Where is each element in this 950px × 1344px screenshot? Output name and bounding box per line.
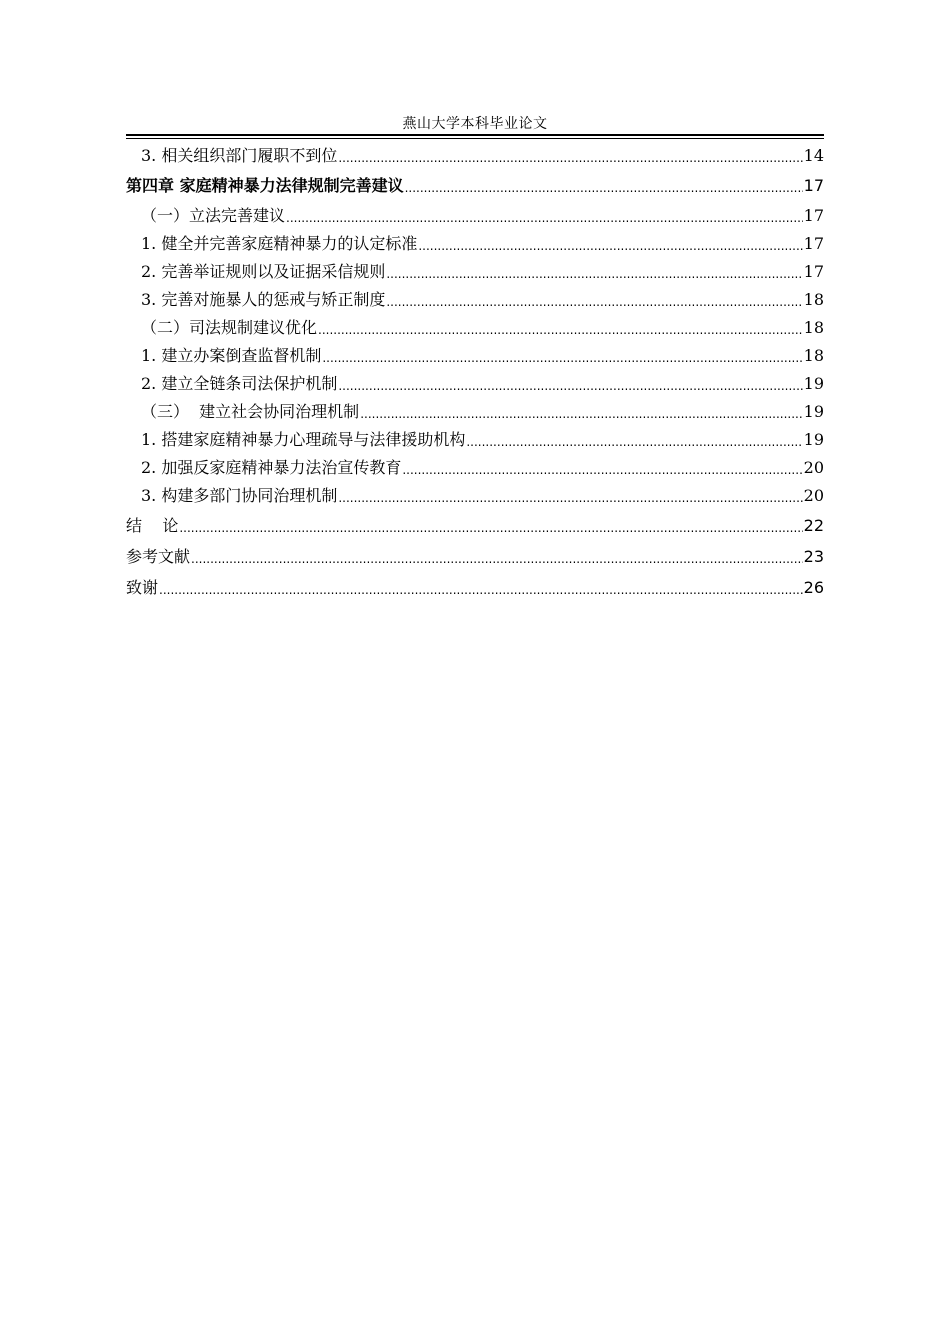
toc-dot-leader — [159, 578, 803, 598]
toc-entry[interactable] — [126, 226, 824, 254]
toc-dot-leader — [386, 262, 802, 282]
toc-dot-leader — [405, 176, 803, 196]
toc-entry[interactable] — [126, 138, 824, 166]
toc-entry-page: 20 — [803, 458, 824, 477]
toc-entry-page: 20 — [803, 486, 824, 505]
toc-dot-leader — [338, 146, 802, 166]
toc-entry-page: 19 — [803, 430, 824, 449]
toc-dot-leader — [286, 206, 803, 226]
toc-entry[interactable] — [126, 508, 824, 536]
running-header: 燕山大学本科毕业论文 — [402, 116, 548, 132]
toc-entry-page: 17 — [803, 262, 824, 281]
toc-entry-page: 18 — [803, 290, 824, 309]
header-rule-thick — [126, 134, 824, 136]
toc-entry-title: 3. 相关组织部门履职不到位 — [141, 146, 338, 165]
toc-entry[interactable] — [126, 366, 824, 394]
toc-dot-leader — [386, 290, 802, 310]
toc-entry-title: 3. 完善对施暴人的惩戒与矫正制度 — [141, 290, 386, 309]
toc-dot-leader — [318, 318, 803, 338]
toc-entry[interactable] — [126, 570, 824, 598]
toc-entry-page: 26 — [803, 578, 824, 597]
toc-dot-leader — [402, 458, 802, 478]
toc-entry[interactable] — [126, 478, 824, 506]
toc-dot-leader — [360, 402, 802, 422]
toc-entry-title: 参考文献 — [126, 547, 191, 566]
toc-entry-title: 1. 搭建家庭精神暴力心理疏导与法律援助机构 — [141, 430, 466, 449]
toc-dot-leader — [191, 547, 803, 567]
toc-dot-leader — [179, 516, 802, 536]
toc-dot-leader — [418, 234, 802, 254]
toc-entry-page: 17 — [803, 206, 824, 225]
toc-entry-page: 22 — [803, 516, 824, 535]
toc-entry-page: 18 — [803, 318, 824, 337]
toc-entry[interactable] — [126, 254, 824, 282]
toc-entry-title: 2. 完善举证规则以及证据采信规则 — [141, 262, 386, 281]
toc-entry[interactable] — [126, 310, 824, 338]
toc-entry-title: （三） 建立社会协同治理机制 — [141, 402, 360, 421]
toc-entry-title: 第四章 家庭精神暴力法律规制完善建议 — [126, 176, 404, 195]
toc-entry[interactable] — [126, 168, 824, 196]
toc-entry[interactable] — [126, 394, 824, 422]
toc-dot-leader — [338, 486, 802, 506]
toc-entry-page: 19 — [803, 374, 824, 393]
toc-dot-leader — [466, 430, 802, 450]
toc-entry-title: 2. 加强反家庭精神暴力法治宣传教育 — [141, 458, 402, 477]
toc-entry-title: 1. 建立办案倒查监督机制 — [141, 346, 322, 365]
toc-entry-page: 19 — [803, 402, 824, 421]
toc-entry[interactable] — [126, 338, 824, 366]
toc-entry-title: 3. 构建多部门协同治理机制 — [141, 486, 338, 505]
toc-entry[interactable] — [126, 422, 824, 450]
toc-entry-title: 结 论 — [126, 516, 179, 535]
toc-entry[interactable] — [126, 539, 824, 567]
toc-entry[interactable] — [126, 282, 824, 310]
toc-entry-title: 1. 健全并完善家庭精神暴力的认定标准 — [141, 234, 418, 253]
toc-entry[interactable] — [126, 198, 824, 226]
toc-entry-title: 2. 建立全链条司法保护机制 — [141, 374, 338, 393]
toc-entry-page: 17 — [803, 234, 824, 253]
toc-dot-leader — [322, 346, 802, 366]
toc-entry-title: （二）司法规制建议优化 — [141, 318, 318, 337]
toc-entry-title: 致谢 — [126, 578, 159, 597]
toc-entry-page: 17 — [803, 176, 824, 195]
toc-entry-page: 18 — [803, 346, 824, 365]
toc-entry[interactable] — [126, 450, 824, 478]
toc-entry-page: 14 — [803, 146, 824, 165]
toc-dot-leader — [338, 374, 802, 394]
toc-entry-page: 23 — [803, 547, 824, 566]
toc-entry-title: （一）立法完善建议 — [141, 206, 286, 225]
